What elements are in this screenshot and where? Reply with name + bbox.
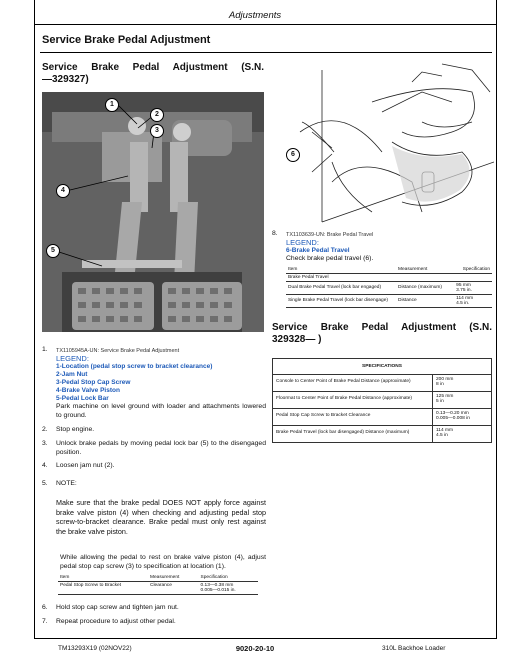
- table-header: Measurement: [150, 575, 180, 580]
- spec-metric: 0.13—0.20 mm: [436, 411, 469, 416]
- spec-imperial: 3.75 in.: [456, 288, 472, 293]
- left-subtitle: [42, 62, 264, 86]
- step-4-number: 4.: [42, 462, 48, 469]
- section-rule: [40, 52, 492, 53]
- spec-imperial: 8 in: [436, 382, 444, 387]
- pedal-travel-drawing: [272, 62, 494, 230]
- left-figure-caption: TX1105945A-UN: Service Brake Pedal Adjustment: [56, 348, 180, 354]
- step-6-number: 6.: [42, 604, 48, 611]
- brake-pedal-travel-illustration: [272, 62, 494, 230]
- table-cell: Clearance: [150, 583, 172, 588]
- step-6-text: Hold stop cap screw and tighten jam nut.: [56, 604, 179, 611]
- spec-metric: 125 mm: [436, 394, 454, 399]
- table-cell: [199, 582, 258, 595]
- spec-imperial: 0.005—0.008 in: [436, 416, 470, 421]
- table-row: [286, 295, 492, 308]
- table-cell: Single Brake Pedal Travel (lock bar disengage): [288, 298, 388, 303]
- table-group-label: Brake Pedal Travel: [288, 275, 329, 280]
- callout-5: 5: [46, 244, 60, 258]
- note-text: Make sure that the brake pedal DOES NOT apply force against brake valve piston (4) when checking and adjusting pedal stop screw-to-bracket clearance. Brake pedal must only rest against the brake valve piston.: [56, 498, 266, 536]
- step-7-text: Repeat procedure to adjust other pedal.: [56, 618, 176, 625]
- left-legend-title: LEGEND:: [56, 354, 89, 363]
- spec-imperial: 5 in: [436, 399, 444, 404]
- brake-pedal-photo: [42, 92, 264, 332]
- note-label: NOTE:: [56, 480, 77, 487]
- callout-2: 2: [150, 108, 164, 122]
- callout-1: 1: [105, 98, 119, 112]
- legend-item: 5-Pedal Lock Bar: [56, 395, 109, 402]
- table-cell: Distance: [398, 298, 417, 303]
- left-frame: [34, 24, 35, 638]
- table-cell: Pedal Stop Screw to Bracket: [60, 583, 122, 588]
- table-row: [273, 426, 492, 443]
- table-cell: [454, 282, 492, 295]
- right-subtitle-line2: 329328— ): [272, 334, 322, 345]
- legend-item: 1-Location (pedal stop screw to bracket clearance): [56, 363, 213, 370]
- page-header: Adjustments: [228, 10, 282, 21]
- pedal-travel-table: [286, 266, 492, 308]
- step-4-text: Loosen jam nut (2).: [56, 462, 115, 469]
- spec-imperial: 4.5 in.: [456, 301, 470, 306]
- right-frame: [496, 24, 497, 638]
- instruction-text: While allowing the pedal to rest on brake valve piston (4), adjust pedal stop cap screw (3) to specification at location (1).: [60, 554, 266, 570]
- table-row: [273, 409, 492, 426]
- legend-item: 2-Jam Nut: [56, 371, 88, 378]
- table-header: Item: [288, 267, 298, 272]
- spec-metric: 200 mm: [436, 377, 454, 382]
- spec-value: [433, 426, 492, 443]
- footer-rule: [34, 638, 497, 639]
- spec-label: Floormat to Center Point of Brake Pedal Distance (approximate): [273, 392, 433, 409]
- legend-item: 3-Pedal Stop Cap Screw: [56, 379, 131, 386]
- spec-imperial: 0.005—0.015 in.: [200, 588, 236, 593]
- left-subtitle-line2: —329327): [42, 74, 89, 85]
- spec-metric: 114 mm: [456, 296, 474, 301]
- right-legend-title: LEGEND:: [286, 238, 319, 247]
- left-legend-list: [56, 363, 266, 403]
- spec-label: Brake Pedal Travel (lock bar disengaged) Distance (maximum): [273, 426, 433, 443]
- table-row: [286, 282, 492, 295]
- spec-label: Pedal Stop Cap Screw to Bracket Clearance: [273, 409, 433, 426]
- right-subtitle-line1: Service Brake Pedal Adjustment (S.N.: [272, 322, 492, 333]
- spec-value: [433, 392, 492, 409]
- table-row: [273, 392, 492, 409]
- table-cell: [454, 295, 492, 308]
- table-header: Specification: [200, 575, 228, 580]
- right-legend-item: 6-Brake Pedal Travel: [286, 247, 350, 254]
- step-3-number: 3.: [42, 440, 48, 447]
- spec-metric: 114 mm: [436, 428, 453, 433]
- check-travel-text: Check brake pedal travel (6).: [286, 255, 374, 262]
- table-row: [273, 375, 492, 392]
- step-3-text: Unlock brake pedals by moving pedal lock bar (5) to the disengaged position.: [56, 440, 266, 456]
- table-row: [58, 582, 258, 595]
- callout-6: 6: [286, 148, 300, 162]
- step-1-number: 1.: [42, 346, 48, 353]
- pedal-stop-table: [58, 574, 258, 595]
- table-header: Item: [60, 575, 70, 580]
- legend-item: 4-Brake Valve Piston: [56, 387, 120, 394]
- specifications-table: [272, 358, 492, 443]
- callout-4: 4: [56, 184, 70, 198]
- right-subtitle: [272, 322, 492, 346]
- spec-value: [433, 409, 492, 426]
- right-figure-caption: TX1103639-UN: Brake Pedal Travel: [286, 232, 374, 238]
- step-7-number: 7.: [42, 618, 48, 625]
- header-rule: [34, 24, 497, 25]
- step-5-number: 5.: [42, 480, 48, 487]
- footer-left: TM13293X19 (02NOV22): [58, 645, 132, 652]
- spec-metric: 95 mm: [456, 283, 471, 288]
- callout-3: 3: [150, 124, 164, 138]
- spec-metric: 0.13—0.38 mm: [200, 583, 234, 588]
- footer-center: 9020-20-10: [235, 644, 275, 653]
- section-title: Service Brake Pedal Adjustment: [42, 34, 211, 46]
- table-cell: Distance (maximum): [398, 285, 442, 290]
- step-1-text: Park machine on level ground with loader and attachments lowered to ground.: [56, 403, 266, 419]
- table-header: Measurement: [398, 267, 428, 272]
- specifications-title: SPECIFICATIONS: [273, 359, 492, 375]
- spec-imperial: 4.5 in: [436, 433, 448, 438]
- table-cell: Dual Brake Pedal Travel (lock bar engaged): [288, 285, 382, 290]
- spec-value: [433, 375, 492, 392]
- spec-label: Console to Center Point of Brake Pedal Distance (approximate): [273, 375, 433, 392]
- left-subtitle-line1: Service Brake Pedal Adjustment (S.N.: [42, 62, 264, 73]
- step-8-number: 8.: [272, 230, 278, 237]
- footer-right: 310L Backhoe Loader: [382, 645, 446, 652]
- step-2-number: 2.: [42, 426, 48, 433]
- step-2-text: Stop engine.: [56, 426, 95, 433]
- table-header: Specification: [462, 267, 490, 272]
